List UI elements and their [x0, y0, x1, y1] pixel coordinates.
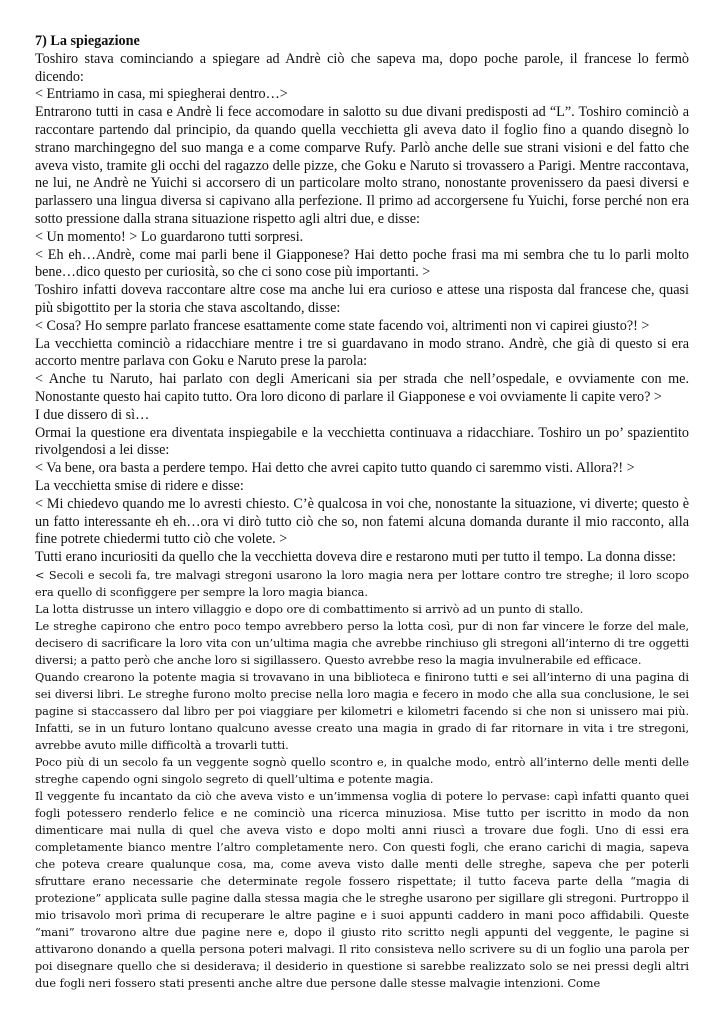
story-paragraph: < Secoli e secoli fa, tre malvagi stregoni usarono la loro magia nera per lottare contro tre streghe; il loro scopo era quello di sconfiggere per sempre la loro magia bianca.: [35, 568, 689, 599]
dialogue-line: < Un momento! > Lo guardarono tutti sorpresi.: [35, 228, 304, 245]
narrative-paragraph: Toshiro stava cominciando a spiegare ad Andrè ciò che sapeva ma, dopo poche parole, il francese lo fermò dicendo:: [35, 50, 689, 85]
story-paragraph: Il veggente fu incantato da ciò che aveva visto e un’immensa voglia di potere lo pervase: capì infatti quanto quei fogli potessero renderlo felice e ne cominciò una ricerca minuziosa. Mise tutto per iscritto in modo da non dimenticare mai nulla di quel che aveva visto e dopo molti anni riuscì a trovare due fogli. Uno di essi era completamente bianco mentre l’altro completamente nero. Con questi fogli, che erano carichi di magia, sapeva che poteva creare qualunque cosa, ma, come aveva visto dalle menti delle streghe, sapeva che per poterli sfruttare erano necessarie che determinate regole fossero rispettate; il tutto faceva parte della “magia di protezione” applicata sulle pagine dalla stessa magia che le streghe usarono per sigillare gli stregoni. Purtroppo il mio trisavolo morì prima di recuperare le altre pagine e i suoi appunti caddero in mani poco affidabili. Queste “mani” trovarono altre due pagine nere e, dopo il giusto rito scritto negli appunti del veggente, le pagine si attivarono donando a quella persona poteri malvagi. Il rito consisteva nello scrivere su di un foglio una parola per poi disegnare quello che si desiderava; il desiderio in questione si sarebbe realizzato solo se nei pressi degli altri due fogli neri fossero stati presenti anche altre due persone dalle stesse malvagie intenzioni. Come: [35, 789, 689, 990]
dialogue-line: < Cosa? Ho sempre parlato francese esattamente come state facendo voi, altrimenti non vi capirei giusto?! >: [35, 317, 650, 334]
story-paragraph: La lotta distrusse un intero villaggio e dopo ore di combattimento si arrivò ad un punto di stallo.: [35, 602, 584, 616]
dialogue-line: < Anche tu Naruto, hai parlato con degli Americani sia per strada che nell’ospedale, e ovviamente con me. Nonostante questo hai capito tutto. Ora loro dicono di parlare il Giapponese e voi ovviamente li capite vero? >: [35, 371, 689, 405]
dialogue-line: < Mi chiedevo quando me lo avresti chiesto. C’è qualcosa in voi che, nonostante la situazione, vi diverte; questo è un fatto interessante eh eh…ora vi dirò tutto ciò che so, non fatemi alcuna domanda durante il mio racconto, alla fine potrete chiedermi tutto ciò che volete. >: [35, 495, 689, 548]
story-paragraph: Le streghe capirono che entro poco tempo avrebbero perso la lotta così, pur di non far vincere le forze del male, decisero di sacrificare la loro vita con un’ultima magia che avrebbe rinchiuso gli stregoni all’interno di tre oggetti diversi; a patto però che anche loro si sigillassero. Questo avrebbe reso la magia invulnerabile ed efficace.: [35, 619, 689, 667]
dialogue-line: < Eh eh…Andrè, come mai parli bene il Giapponese? Hai detto poche frasi ma mi sembra che tu lo parli molto bene…dico questo per curiosità, so che ci sono cose più importanti. >: [35, 246, 689, 281]
narrative-paragraph: I due dissero di sì…: [35, 406, 150, 423]
narrative-paragraph: Ormai la questione era diventata inspiegabile e la vecchietta continuava a ridacchiare. Toshiro un po’ spazientito rivolgendosi a lei disse:: [35, 424, 689, 459]
narrative-paragraph: Entrarono tutti in casa e Andrè li fece accomodare in salotto su due divani predisposti ad “L”. Toshiro cominciò a raccontare partendo dal principio, da quando quella vecchietta gli aveva dato il foglio fino a quando disegnò lo strano marchingegno del suo manga e a come comparve Rufy. Parlò anche delle sue strani visioni e del fatto che aveva visto, tramite gli occhi del ragazzo delle pizze, che Goku e Naruto si trovassero a Parigi. Mentre raccontava, ne lui, ne Andrè ne Yuichi si accorsero di un particolare molto strano, nonostante provenissero da paesi diversi e parlassero una lingua diversa si capivano alla perfezione. Il primo ad accorgersene fu Yuichi, forse perché non era sotto pressione dalla strana situazione rispetto agli altri due, e disse:: [35, 104, 689, 227]
dialogue-line: < Va bene, ora basta a perdere tempo. Hai detto che avrei capito tutto quando ci saremmo visti. Allora?! >: [35, 460, 635, 477]
narrative-paragraph: Toshiro infatti doveva raccontare altre cose ma anche lui era curioso e attese una risposta dal francese che, quasi più sbigottito per la storia che stava ascoltando, disse:: [35, 282, 689, 316]
chapter-title: 7) La spiegazione: [35, 33, 140, 49]
narrative-paragraph: La vecchietta smise di ridere e disse:: [35, 477, 244, 494]
document-page: [35, 33, 689, 992]
story-paragraph: Quando crearono la potente magia si trovavano in una biblioteca e finirono tutti e sei all’interno di una pagina di sei diversi libri. Le streghe furono molto precise nella loro magia e fecero in modo che alla sua conclusione, le sei pagine si staccassero dal libro per poi viaggiare per kilometri e kilometri facendo si che non si unissero mai più. Infatti, se in un futuro lontano qualcuno avesse creato una magia in grado di far ritornare in vita i tre stregoni, avrebbe avuto mille difficoltà a trovarli tutti.: [35, 670, 689, 752]
story-paragraph: Poco più di un secolo fa un veggente sognò quello scontro e, in qualche modo, entrò all’interno delle menti delle streghe capendo ogni singolo segreto di quell’ultima e potente magia.: [35, 755, 689, 786]
narrative-paragraph: La vecchietta cominciò a ridacchiare mentre i tre si guardavano in modo strano. Andrè, che già di questo si era accorto mentre parlava con Goku e Naruto prese la parola:: [35, 335, 689, 370]
narrative-paragraph: Tutti erano incuriositi da quello che la vecchietta doveva dire e restarono muti per tutto il tempo. La donna disse:: [35, 549, 676, 566]
dialogue-line: < Entriamo in casa, mi spiegherai dentro…>: [35, 86, 288, 103]
